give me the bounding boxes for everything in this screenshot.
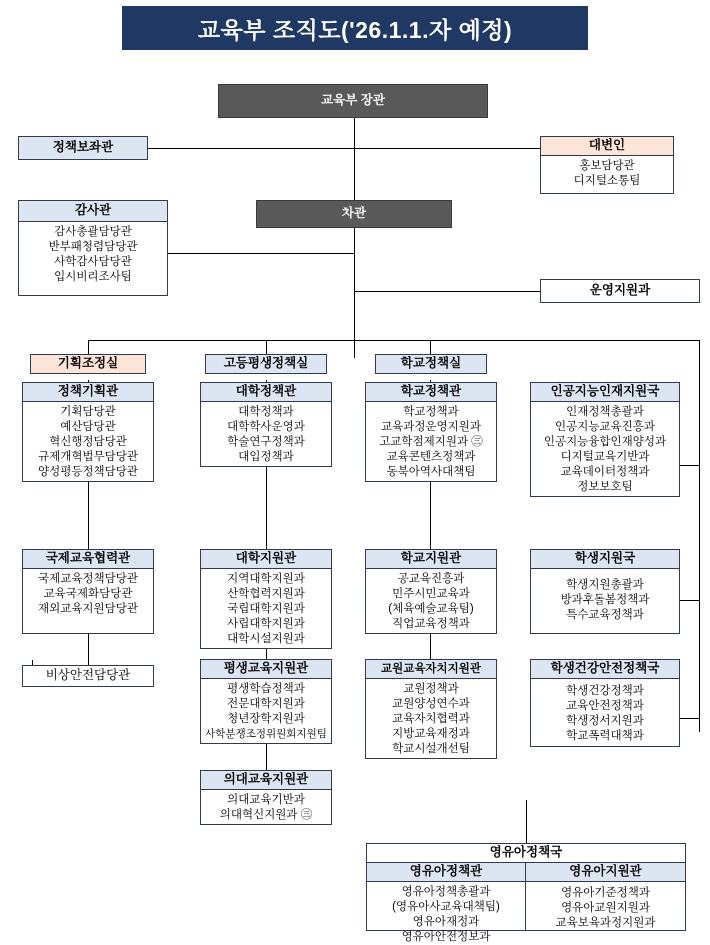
group-title[interactable]: 학교지원관 xyxy=(365,549,497,569)
list-item[interactable]: 학교정책과 xyxy=(403,406,459,418)
list-item[interactable]: 정보보호팀 xyxy=(577,481,633,493)
group-items xyxy=(530,401,680,497)
list-item[interactable]: 인공지능교육진흥과 xyxy=(555,421,655,433)
group-items xyxy=(22,568,154,634)
group-col1-3 xyxy=(200,770,332,825)
list-item[interactable]: 디지털교육기반과 xyxy=(560,451,650,463)
list-item[interactable]: 평생학습정책과 xyxy=(227,683,305,695)
list-item[interactable]: 학생정서지원과 xyxy=(566,715,644,727)
list-item[interactable]: 학교폭력대책과 xyxy=(566,730,644,742)
list-item[interactable]: 교육데이터정책과 xyxy=(560,466,650,478)
list-item[interactable]: 청년장학지원과 xyxy=(227,713,305,725)
line-drop-col3 xyxy=(430,340,431,355)
group-title[interactable]: 국제교육협력관 xyxy=(22,549,154,569)
list-item[interactable]: 의대교육기반과 xyxy=(227,794,305,806)
list-item[interactable]: 고교학점제지원과 ㊂ xyxy=(379,436,483,448)
group-spokesperson-items xyxy=(540,155,674,194)
line-right-spine xyxy=(699,340,700,732)
list-item[interactable]: 국립대학지원과 xyxy=(227,603,305,615)
group-col0-1 xyxy=(22,549,154,634)
list-item[interactable]: 동북아역사대책팀 xyxy=(386,466,476,478)
list-item[interactable]: 교원양성연수과 xyxy=(392,698,470,710)
list-item[interactable]: 영유아재정과 xyxy=(412,916,480,928)
list-item[interactable]: 교육과정운영지원과 xyxy=(381,421,481,433)
list-item[interactable]: 의대혁신지원과 ㊂ xyxy=(219,809,313,821)
list-item[interactable]: 영유아안전정보과 xyxy=(401,931,491,943)
group-title[interactable]: 대학정책관 xyxy=(200,382,332,402)
list-item[interactable]: 사학분쟁조정위원회지원팀 xyxy=(205,728,327,740)
line-audit xyxy=(168,253,354,254)
infant-left-items xyxy=(366,881,526,943)
group-items xyxy=(365,568,497,634)
list-item[interactable]: 반부패청렴담당관 xyxy=(48,241,138,253)
infant-left-title[interactable]: 영유아정책관 xyxy=(366,862,526,882)
list-item[interactable]: 교육콘텐츠정책과 xyxy=(386,451,476,463)
group-items xyxy=(365,401,497,482)
group-items xyxy=(200,568,332,649)
list-item[interactable]: 교육보육과정지원과 xyxy=(555,917,656,929)
list-item[interactable]: 대입정책과 xyxy=(238,451,294,463)
col-head-0[interactable]: 기획조정실 xyxy=(30,354,146,374)
node-policy-advisor[interactable]: 정책보좌관 xyxy=(18,136,148,160)
group-items xyxy=(22,401,154,482)
group-col2-0 xyxy=(365,382,497,482)
line-vice-down xyxy=(354,228,355,358)
line-drop-col2 xyxy=(266,340,267,355)
group-col2-1 xyxy=(365,549,497,634)
list-item[interactable]: 교육국제화담당관 xyxy=(43,588,133,600)
list-item[interactable]: 지역대학지원과 xyxy=(227,573,305,585)
group-col3-2 xyxy=(530,659,680,747)
group-col2-2 xyxy=(365,659,497,759)
line-advisor-spokesperson xyxy=(148,148,540,149)
group-audit-items xyxy=(18,221,168,296)
group-col1-2 xyxy=(200,659,332,744)
list-item[interactable]: 감사총괄담당관 xyxy=(54,226,132,238)
list-item[interactable]: 예산담당관 xyxy=(60,421,116,433)
line-operations xyxy=(354,291,540,292)
group-items xyxy=(200,401,332,467)
list-item[interactable]: 영유아교원지원과 xyxy=(561,902,650,914)
group-items xyxy=(365,678,497,759)
group-infant-bureau xyxy=(366,843,686,943)
list-item[interactable]: 학생건강정책과 xyxy=(566,685,644,697)
group-title[interactable]: 교원교육자치지원관 xyxy=(365,659,497,679)
list-item[interactable]: 재외교육지원담당관 xyxy=(38,603,138,615)
col-head-2[interactable]: 학교정책실 xyxy=(375,354,487,374)
list-item[interactable]: 국제교육정책담당관 xyxy=(38,573,138,585)
group-title[interactable]: 학생건강안전정책국 xyxy=(530,659,680,679)
group-col3-0 xyxy=(530,382,680,497)
infant-right-items xyxy=(525,881,686,931)
group-col1-0 xyxy=(200,382,332,467)
group-title[interactable]: 의대교육지원관 xyxy=(200,770,332,790)
node-emergency-safety[interactable]: 비상안전담당관 xyxy=(22,665,154,687)
group-spokesperson xyxy=(540,136,674,194)
node-vice-minister[interactable]: 차관 xyxy=(256,200,452,228)
list-item[interactable]: 사립대학지원과 xyxy=(227,618,305,630)
group-col0-0 xyxy=(22,382,154,482)
list-item[interactable]: 인공지능융합인재양성과 xyxy=(543,436,667,448)
list-item[interactable]: 입시비리조사팀 xyxy=(54,271,132,283)
list-item[interactable]: 규제개혁법무담당관 xyxy=(38,451,138,463)
list-item[interactable]: 인재정책총괄과 xyxy=(566,406,644,418)
list-item[interactable]: 혁신행정담당관 xyxy=(49,436,127,448)
group-items xyxy=(530,568,680,634)
list-item[interactable]: 공교육진흥과 xyxy=(397,573,465,585)
list-item[interactable]: 대학학사운영과 xyxy=(227,421,305,433)
list-item[interactable]: 디지털소통팀 xyxy=(573,175,641,187)
node-operations[interactable]: 운영지원과 xyxy=(540,279,700,303)
infant-bureau-head[interactable]: 영유아정책국 xyxy=(366,843,686,863)
list-item[interactable]: 홍보담당관 xyxy=(579,160,635,172)
list-item[interactable]: 대학정책과 xyxy=(238,406,294,418)
group-title[interactable]: 평생교육지원관 xyxy=(200,659,332,679)
node-spokesperson-head[interactable]: 대변인 xyxy=(540,136,674,156)
node-minister[interactable]: 교육부 장관 xyxy=(218,84,488,118)
list-item[interactable]: 영유아정책총괄과 xyxy=(401,886,491,898)
list-item[interactable]: 방과후돌봄정책과 xyxy=(560,594,650,606)
list-item[interactable]: 지방교육재정과 xyxy=(392,728,470,740)
group-title[interactable]: 대학지원관 xyxy=(200,549,332,569)
list-item[interactable]: 교육자치협력과 xyxy=(392,713,470,725)
node-audit-head[interactable]: 감사관 xyxy=(18,200,168,222)
group-col3-1 xyxy=(530,549,680,634)
line-main-bus xyxy=(88,340,700,341)
group-title[interactable]: 정책기획관 xyxy=(22,382,154,402)
group-col1-1 xyxy=(200,549,332,649)
list-item[interactable]: (체육예술교육팀) xyxy=(388,603,474,615)
list-item[interactable]: 전문대학지원과 xyxy=(227,698,305,710)
list-item[interactable]: 특수교육정책과 xyxy=(566,609,644,621)
list-item[interactable]: 사학감사담당관 xyxy=(54,256,132,268)
list-item[interactable]: 산학협력지원과 xyxy=(227,588,305,600)
list-item[interactable]: 학생지원총괄과 xyxy=(566,579,644,591)
group-items xyxy=(530,678,680,747)
list-item[interactable]: 기획담당관 xyxy=(60,406,116,418)
list-item[interactable]: 민주시민교육과 xyxy=(392,588,470,600)
list-item[interactable]: 교원정책과 xyxy=(403,683,459,695)
list-item[interactable]: 학술연구정책과 xyxy=(227,436,305,448)
line-drop-col1 xyxy=(88,340,89,355)
group-audit xyxy=(18,200,168,296)
list-item[interactable]: 대학시설지원과 xyxy=(227,633,305,645)
group-items xyxy=(200,678,332,744)
list-item[interactable]: 직업교육정책과 xyxy=(392,618,470,630)
list-item[interactable]: 교육안전정책과 xyxy=(566,700,644,712)
list-item[interactable]: 양성평등정책담당관 xyxy=(38,466,138,478)
list-item[interactable]: 영유아기준정책과 xyxy=(561,887,650,899)
list-item[interactable]: (영유아사교육대책팀) xyxy=(392,901,500,913)
page-title: 교육부 조직도('26.1.1.자 예정) xyxy=(122,6,588,50)
infant-right-title[interactable]: 영유아지원관 xyxy=(525,862,686,882)
group-title[interactable]: 인공지능인재지원국 xyxy=(530,382,680,402)
line-minister-vice xyxy=(354,118,355,210)
col-head-1[interactable]: 고등평생정책실 xyxy=(205,354,327,374)
list-item[interactable]: 학교시설개선팀 xyxy=(392,743,470,755)
group-title[interactable]: 학생지원국 xyxy=(530,549,680,569)
line-infant-drop xyxy=(526,800,527,844)
group-items xyxy=(200,789,332,825)
group-title[interactable]: 학교정책관 xyxy=(365,382,497,402)
